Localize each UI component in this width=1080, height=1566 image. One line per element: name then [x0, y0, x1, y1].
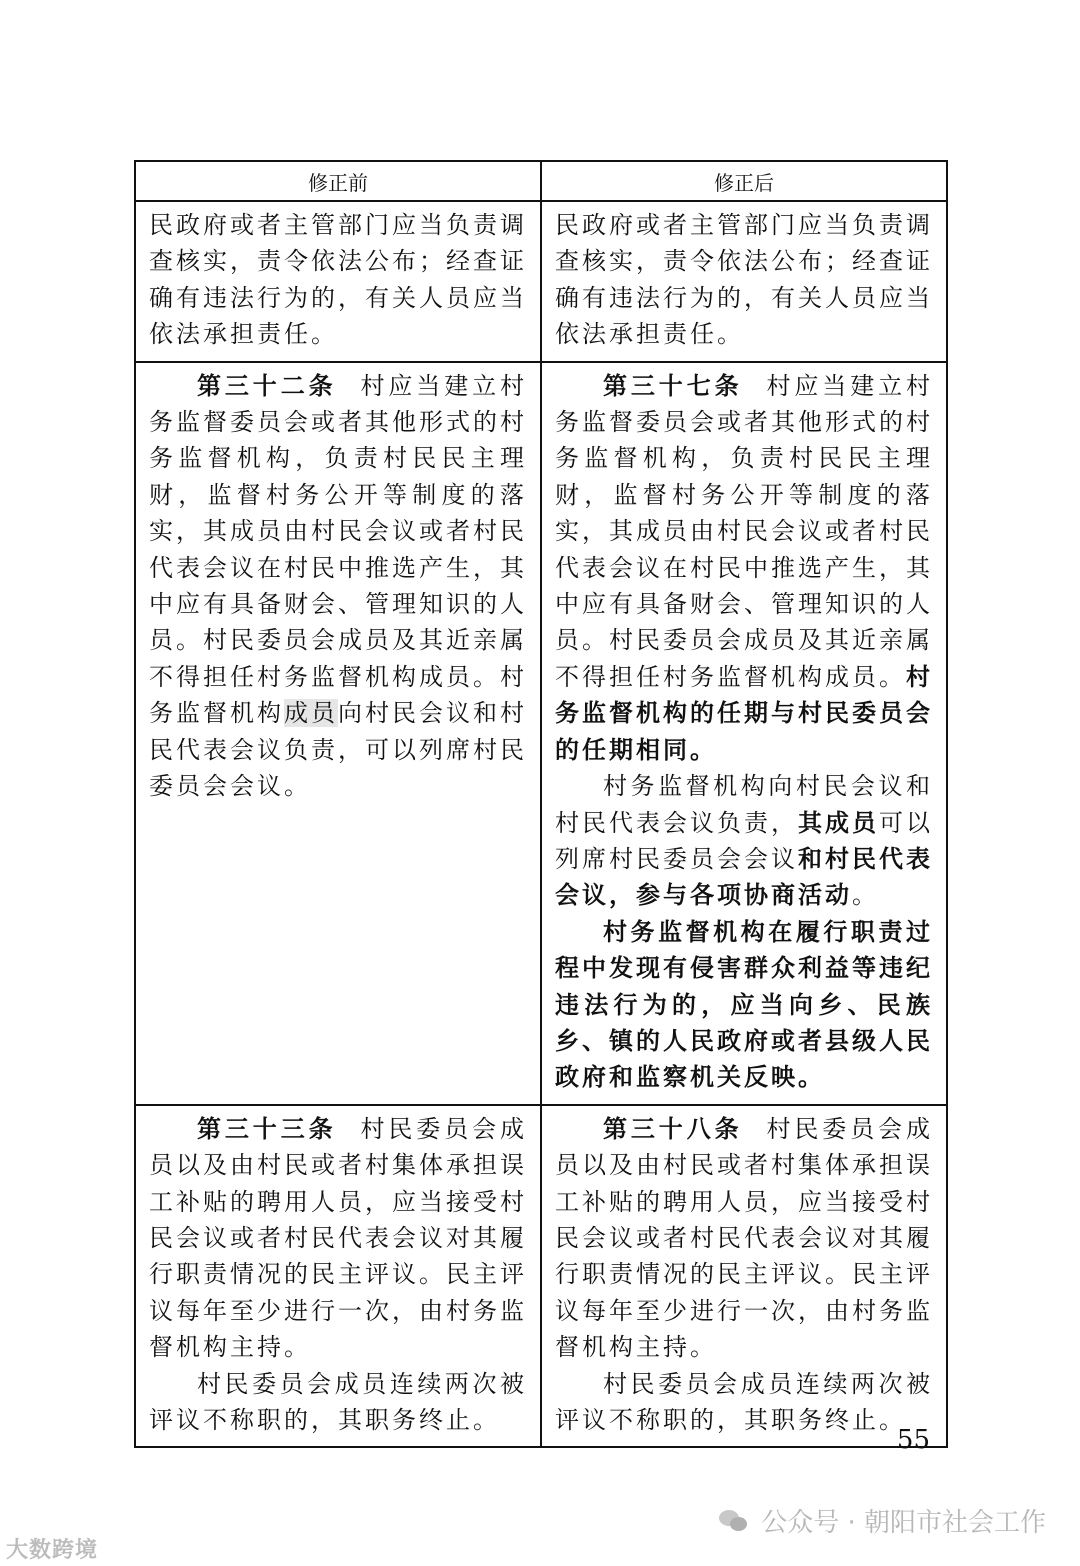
paragraph: 村民委员会成员连续两次被评议不称职的，其职务终止。: [555, 1369, 933, 1434]
bold-text: 其成员: [798, 808, 879, 837]
paragraph: [555, 368, 933, 768]
paragraph: 民政府或者主管部门应当负责调查核实，责令依法公布；经查证确有违法行为的，有关人员应当依法承担责任。: [555, 211, 933, 349]
bold-text: 和村民代表会议，参与各项协商活动: [555, 844, 933, 910]
text-run: 向村民会议和村民代表会议负责，可以列席村民委员会会议。: [149, 699, 527, 801]
table-row: [135, 201, 947, 362]
article-number: 第三十八条: [603, 1114, 743, 1143]
cell-after: [541, 362, 947, 1105]
text-run: 村应当建立村务监督委员会或者其他形式的村务监督机构，负责村民民主理财，监督村务公开等制度的落实，其成员由村民会议或者村民代表会议在村民中推选产生，其中应有具备财会、管理知识的人员。村民委员会成员及其近亲属不得担任村务监督机构成员。: [555, 371, 933, 691]
article-number: 第三十三条: [197, 1114, 337, 1143]
text-run: 村务监督机构向村民会议和村民代表会议负责，: [555, 772, 933, 837]
cell-before: [135, 201, 541, 362]
article-number: 第三十七条: [603, 371, 743, 400]
paragraph: 民政府或者主管部门应当负责调查核实，责令依法公布；经查证确有违法行为的，有关人员应当依法承担责任。: [149, 211, 527, 349]
cell-before: [135, 1105, 541, 1448]
article-number: 第三十二条: [197, 371, 337, 400]
header-before: 修正前: [135, 161, 541, 201]
wechat-icon: [719, 1508, 749, 1534]
paragraph: 村务监督机构在履行职责过程中发现有侵害群众利益等违纪违法行为的，应当向乡、民族乡、镇的人民政府或者县级人民政府和监察机关反映。: [555, 917, 933, 1092]
text-run: 村民委员会成员以及由村民或者村集体承担误工补贴的聘用人员，应当接受村民会议或者村民代表会议对其履行职责情况的民主评议。民主评议每年至少进行一次，由村务监督机构主持。: [149, 1114, 527, 1362]
cell-before: [135, 362, 541, 1105]
watermark-text: 公众号 · 朝阳市社会工作: [761, 1508, 1046, 1538]
cell-after: [541, 1105, 947, 1448]
cell-after: [541, 201, 947, 362]
header-after: 修正后: [541, 161, 947, 201]
text-run: 可以列席村民委员会会议: [555, 808, 933, 873]
paragraph: [149, 1111, 527, 1366]
text-run: 村民委员会成员以及由村民或者村集体承担误工补贴的聘用人员，应当接受村民会议或者村民代表会议对其履行职责情况的民主评议。民主评议每年至少进行一次，由村务监督机构主持。: [555, 1114, 933, 1362]
watermark-official-account: [719, 1502, 1046, 1539]
table-row: [135, 362, 947, 1105]
watermark-logo: 大数跨境: [6, 1538, 99, 1563]
text-run: 村应当建立村务监督委员会或者其他形式的村务监督机构，负责村民民主理财，监督村务公开等制度的落实，其成员由村民会议或者村民代表会议在村民中推选产生，其中应有具备财会、管理知识的人员。村民委员会成员及其近亲属不得担任村务监督机构成员。村务监督机构: [149, 371, 527, 728]
highlighted-text: 成员: [284, 699, 338, 728]
table-row: [135, 1105, 947, 1448]
page-number: 55: [896, 1425, 930, 1455]
table-header-row: [135, 161, 947, 201]
bold-text: 村务监督机构的任期与村民委员会的任期相同。: [555, 662, 933, 764]
paragraph: 村民委员会成员连续两次被评议不称职的，其职务终止。: [149, 1369, 527, 1434]
text-run: 。: [852, 881, 879, 910]
paragraph: [555, 768, 933, 914]
comparison-table: [134, 160, 948, 1448]
paragraph: [149, 368, 527, 805]
paragraph: [555, 1111, 933, 1366]
